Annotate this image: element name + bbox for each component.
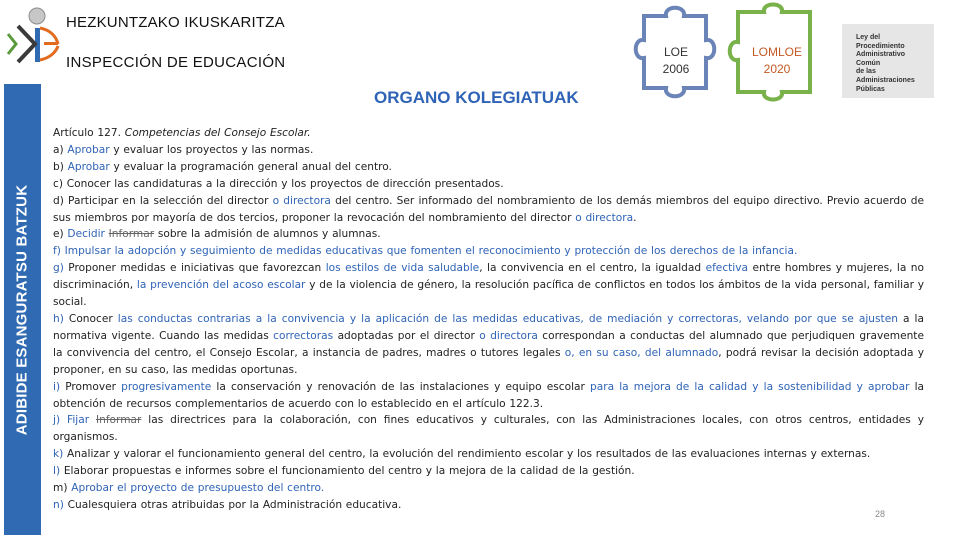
item-a: a) Aprobar y evaluar los proyectos y las normas. [53,143,314,156]
lomloe-label [745,44,809,78]
sidebar-label: ADIBIDE ESANGURATSU BATZUK [13,184,31,436]
item-i: i) Promover progresivamente la conservación y renovación de las instalaciones y equipo escolar para la mejora de la calidad y la sostenibilidad y aprobar la obtención de recursos complementarios de acuerdo con lo establecido en el artículo 122.3. [53,380,925,410]
item-b: b) Aprobar y evaluar la programación general anual del centro. [53,160,392,173]
item-e: e) Decidir Informar sobre la admisión de alumnos y alumnas. [53,228,381,241]
article-body [53,125,924,514]
item-m: m) Aprobar el proyecto de presupuesto del centro. [53,482,325,495]
law-line: de las Administraciones [856,68,915,84]
item-k: k) Analizar y valorar el funcionamiento general del centro, la evolución del rendimiento escolar y los resultados de las evaluaciones internas y externas. [53,448,871,461]
lomloe-line1: LOMLOE [751,45,802,59]
header-title-spanish: INSPECCIÓN DE EDUCACIÓN [66,54,286,71]
law-line: Ley del [856,34,881,41]
item-d: d) Participar en la selección del director o directora del centro. Ser informado del nombramiento de los demás miembros del equipo directivo. Previo acuerdo de sus miembros por mayoría de dos tercios, proponer la revocación del nombramiento del director o directora. [53,194,924,224]
item-f: f) Impulsar la adopción y seguimiento de medidas educativas que fomenten el reconocimiento y protección de los derechos de la infancia. [53,245,798,258]
inspection-logo [4,6,62,68]
item-h: h) Conocer las conductas contrarias a la convivencia y la aplicación de las medidas educativas, de mediación y correctoras, velando por que se ajusten a la normativa vigente. Cuando las medidas correctoras adoptadas por el director o directora correspondan a conductas del alumnado que perjudiquen gravemente la convivencia del centro, el Consejo Escolar, a instancia de padres, madres o tutores legales o, en su caso, del alumnado, podrá revisar la decisión adoptada y proponer, en su caso, las medidas oportunas. [53,312,924,376]
law-line: Públicas [856,85,885,93]
law-line: Procedimiento [856,42,905,50]
law-line: Administrativo Común [856,51,906,67]
loe-line2: 2006 [662,62,690,76]
item-n: n) Cualesquiera otras atribuidas por la Administración educativa. [53,498,402,511]
header-title-basque: HEZKUNTZAKO IKUSKARITZA [66,14,285,31]
item-c: c) Conocer las candidaturas a la dirección y los proyectos de dirección presentados. [53,177,504,190]
item-l: l) Elaborar propuestas e informes sobre el funcionamiento del centro y la mejora de la calidad de la gestión. [53,465,635,478]
page-number: 28 [875,509,886,519]
article-heading: Artículo 127. Competencias del Consejo Escolar. [53,127,311,139]
loe-line1: LOE [663,45,688,59]
law-cover-title [856,34,928,94]
loe-label [646,44,706,78]
lomloe-line2: 2020 [763,62,791,76]
item-j: j) Fijar Informar las directrices para la colaboración, con fines educativos y culturales, con las Administraciones locales, con otros centros, entidades y organismos. [53,414,924,444]
item-g: g) Proponer medidas e iniciativas que favorezcan los estilos de vida saludable, la convivencia en el centro, la igualdad efectiva entre hombres y mujeres, la no discriminación, la prevención del acoso escolar y de la violencia de género, la resolución pacífica de conflictos en todos los ámbitos de la vida personal, familiar y social. [53,262,924,309]
page-title: ORGANO KOLEGIATUAK [374,88,579,107]
